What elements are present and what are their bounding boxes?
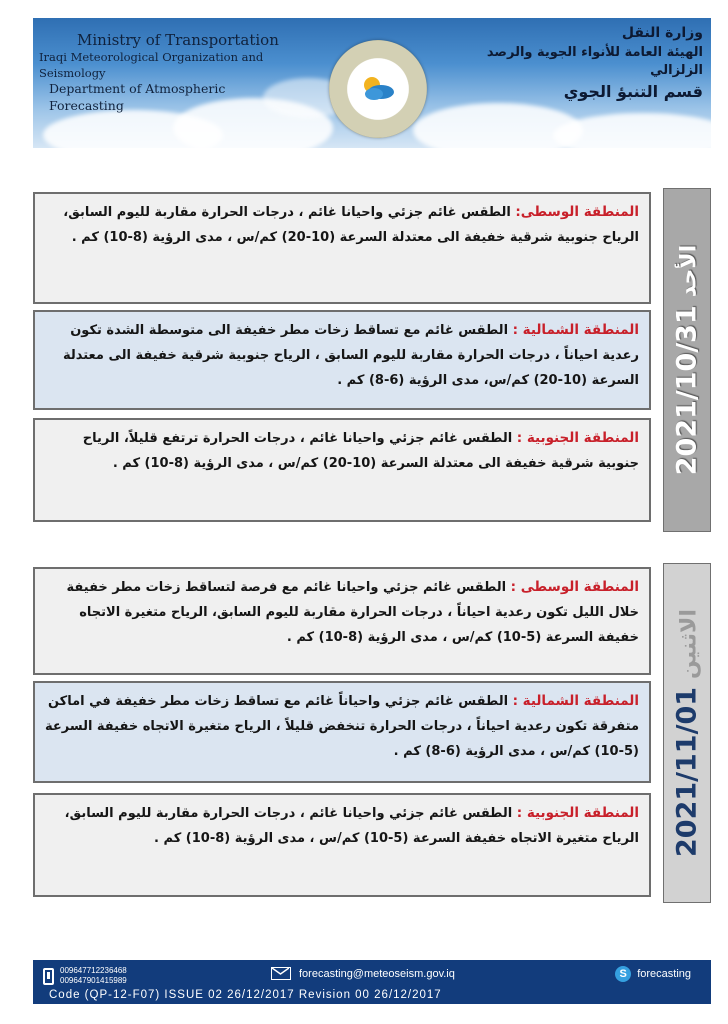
region-label: المنطقة الوسطى : [510,579,639,595]
organization-name-ar: الهيئة العامة للأنواء الجوية والرصد الزلزالي [486,44,703,78]
forecast-date: 2021/10/31 [671,305,703,476]
region-label: المنطقة الجنوبية : [516,805,639,821]
forecast-day-section [33,188,711,532]
phone-number[interactable]: 009647901415989 [60,976,127,985]
forecast-date: 2021/11/01 [671,686,703,857]
phone-contacts [43,966,127,986]
organization-name-en: Iraqi Meteorological Organization and Seismology [39,50,264,80]
forecast-day-section [33,563,711,903]
region-central [33,192,651,304]
document-code-line: Code (QP-12-F07) ISSUE 02 26/12/2017 Revision 00 26/12/2017 [49,989,442,1001]
skype-handle[interactable]: forecasting [637,968,691,980]
mail-icon [271,967,291,980]
region-central [33,567,651,675]
region-forecast-text: الطقس غائم جزئي واحيانا غائم مع فرصة لتساقط زخات مطر خفيفة خلال الليل تكون رعدية احياناً ، درجات الحرارة مقاربة لليوم السابق، الرياح متغيرة الاتجاه خفيفة السرعة (5-10) كم/س ، مدى الرؤية (8-10) كم . [66,580,639,645]
header-banner [33,18,711,148]
date-label [672,609,703,857]
ministry-name-en: Ministry of Transportation [77,31,279,49]
skype-icon: S [615,966,631,982]
meteo-seal-icon [329,40,427,138]
day-name: الأحد [676,244,702,298]
day-name: الاثنين [676,609,702,679]
region-south [33,418,651,522]
arabic-title-block [443,24,703,104]
region-forecast-text: الطقس غائم مع تساقط زخات مطر خفيفة الى متوسطة الشدة تكون رعدية احياناً ، درجات الحرارة مقاربة لليوم السابق ، الرياح جنوبية شرقية خفيفة الى معتدلة السرعة (10-20) كم/س، مدى الرؤية (6-8) كم . [62,323,639,388]
ministry-name-ar: وزارة النقل [621,25,703,41]
email-contact [271,967,455,980]
region-label: المنطقة الجنوبية : [516,430,639,446]
email-link[interactable]: forecasting@meteoseism.gov.iq [299,967,455,980]
region-label: المنطقة الوسطى: [515,204,639,220]
department-name-en: Department of Atmospheric Forecasting [49,81,226,114]
english-title-block [39,30,299,115]
skype-contact [615,966,691,982]
date-label [672,245,703,476]
department-name-ar: قسم التنبؤ الجوي [563,81,703,101]
phone-number[interactable]: 009647712236468 [60,966,127,975]
region-forecast-text: الطقس غائم جزئي واحياناً غائم مع تساقط زخات مطر خفيفة في اماكن متفرقة تكون رعدية احياناً ، درجات الحرارة تنخفض قليلاً ، الرياح متغيرة الاتجاه خفيفة السرعة (5-10) كم/س ، مدى الرؤية (6-8) كم . [44,694,639,759]
region-forecast-text: الطقس غائم جزئي واحيانا غائم ، درجات الحرارة ترتفع قليلاً، الرياح جنوبية شرقية خفيفة الى معتدلة السرعة (10-20) كم/س ، مدى الرؤية (8-10) كم . [82,431,639,471]
region-south [33,793,651,897]
phone-icon [43,968,54,985]
region-north [33,310,651,410]
region-forecast-text: الطقس غائم جزئي واحيانا غائم ، درجات الحرارة مقاربة لليوم السابق، الرياح متغيرة الاتجاه خفيفة السرعة (5-10) كم/س ، مدى الرؤية (8-10) كم . [64,806,639,846]
region-label: المنطقة الشمالية : [512,322,639,338]
region-forecast-text: الطقس غائم جزئي واحيانا غائم ، درجات الحرارة مقاربة لليوم السابق، الرياح جنوبية شرقية خفيفة الى معتدلة السرعة (10-20) كم/س ، مدى الرؤية (8-10) كم . [63,205,639,245]
region-north [33,681,651,783]
footer-bar [33,960,711,1004]
date-sidebar [663,188,711,532]
date-sidebar [663,563,711,903]
region-label: المنطقة الشمالية : [512,693,639,709]
